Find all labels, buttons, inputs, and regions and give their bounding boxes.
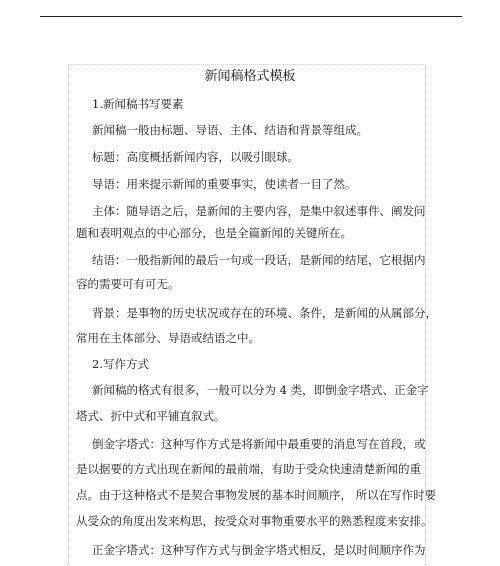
paragraph-line: 点。由于这种格式不是契合事物发展的基本时间顺序， 所以在写作时要 (76, 488, 437, 502)
paragraph-line: 倒金字塔式：这种写作方式是将新闻中最重要的消息写在首段，或 (92, 437, 426, 451)
paragraph-line: 新闻稿一般由标题、导语、主体、结语和背景等组成。 (92, 123, 368, 137)
paragraph-line: 正金字塔式：这种写作方式与倒金字塔式相反，是以时间顺序作为 (92, 543, 426, 557)
paragraph-line: 容的需要可有可无。 (76, 277, 180, 291)
header-rule (40, 16, 462, 17)
paragraph-line: 标题：高度概括新闻内容，以吸引眼球。 (92, 150, 299, 164)
paragraph-line: 导语：用来提示新闻的重要事实，使读者一目了然。 (92, 177, 357, 191)
document-title: 新闻稿格式模板 (204, 69, 296, 84)
section-heading-method: 2.写作方式 (92, 357, 149, 371)
paragraph-line: 背景：是事物的历史状况或存在的环境、条件，是新闻的从属部分， (92, 306, 437, 320)
paragraph-line: 塔式、折中式和平铺直叙式。 (76, 409, 226, 423)
paragraph-line: 新闻稿的格式有很多，一般可以分为 4 类，即倒金字塔式、正金字 (92, 383, 429, 397)
paragraph-line: 从受众的角度出发来构思，按受众对事物重要水平的熟悉程度来安排。 (76, 514, 433, 528)
paragraph-line: 主体：随导语之后，是新闻的主要内容，是集中叙述事件、阐发问 (92, 204, 426, 218)
paragraph-line: 结语：一般指新闻的最后一句或一段话，是新闻的结尾，它根据内 (92, 253, 426, 267)
paragraph-line: 是以据要的方式出现在新闻的最前端，有助于受众快速清楚新闻的重 (76, 462, 421, 476)
section-heading-elements: 1.新闻稿书写要素 (92, 97, 184, 111)
paragraph-line: 常用在主体部分、导语或结语之中。 (76, 331, 260, 345)
paragraph-line: 题和表明观点的中心部分，也是全篇新闻的关键所在。 (76, 226, 352, 240)
